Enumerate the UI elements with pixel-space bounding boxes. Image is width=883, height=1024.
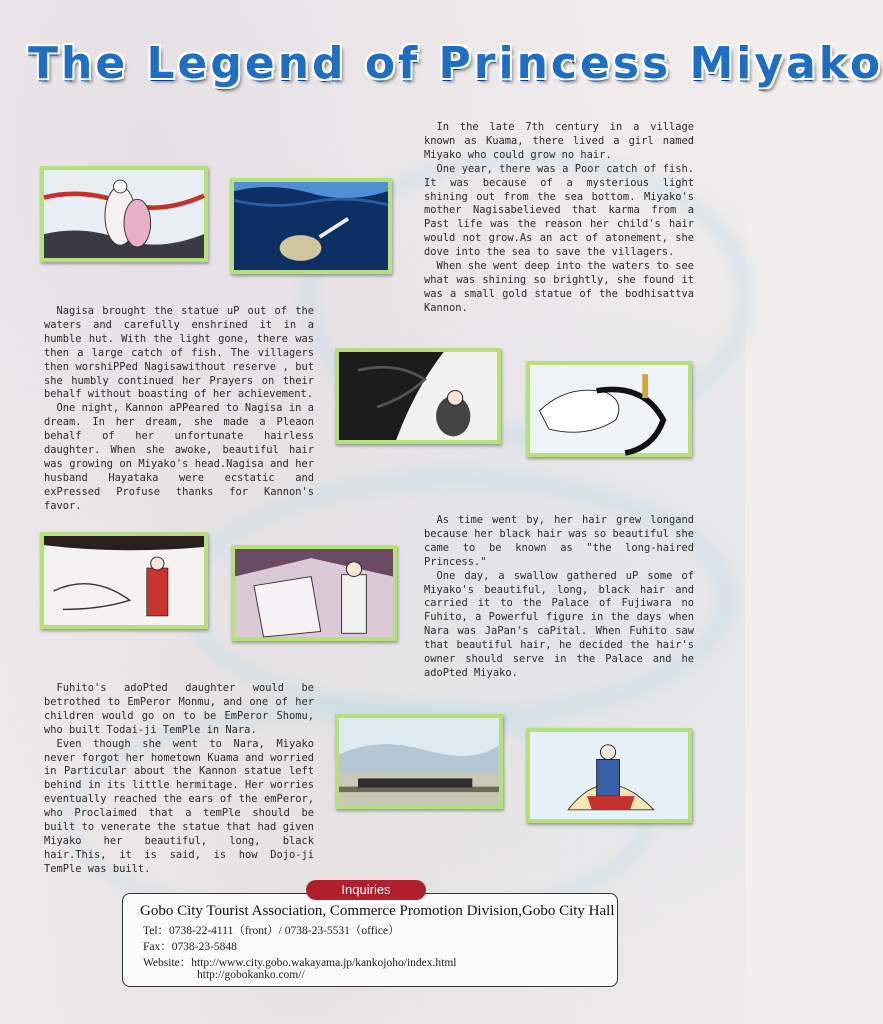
paragraph: In the late 7th century in a village known as Kuama, there lived a girl named Miyako who could grow no hair. — [424, 121, 694, 161]
illustration-dragon-dream — [335, 348, 501, 444]
paragraph: As time went by, her hair grew longand because her black hair was so beautiful she came to be known as "the long-haired Princess." — [424, 514, 694, 568]
inquiries-fax: Fax：0738-23-5848 — [143, 941, 237, 953]
page-title: The Legend of Princess Miyako — [28, 38, 883, 89]
illustration-diving — [230, 178, 392, 274]
inquiries-tel: Tel：0738-22-4111（front）/ 0738-23-5531（office） — [143, 925, 400, 937]
paragraph: One day, a swallow gathered uP some of Miyako's beautiful, long, black hair and carried it to the Palace of Fujiwara no Fuhito, a Powerful figure in the days when Nara was JaPan's caPital. When Fuhito saw that beautiful hair, he decided the hair's owner should serve in the Palace and he adoPted Miyako. — [424, 569, 694, 679]
paragraph: One year, there was a Poor catch of fish. It was because of a mysterious light shining out from the sea bottom. Miyako's mother Nagisabelieved that karma from a Past life was the reason her child's hair would not grow.As an act of atonement, she dove into the sea to save the villagers. — [424, 162, 694, 259]
story-section-2 — [44, 305, 314, 514]
illustration-embrace — [40, 166, 208, 262]
illustration-swallow — [40, 532, 208, 629]
inquiries-label: Inquiries — [306, 880, 426, 900]
paragraph: Nagisa brought the statue uP out of the waters and carefully enshrined it in a humble hut. With the light gone, there was then a large catch of fish. The villagers then worshiPPed Nagisawithout reserve , but she humbly continued her Prayers on their behalf without boasting of her achievement. — [44, 305, 314, 401]
paragraph: Fuhito's adoPted daughter would be betrothed to EmPeror Monmu, and one of her children would go on to be EmPeror Shomu, who built Todai-ji TemPle in Nara. — [44, 682, 314, 736]
story-section-4 — [44, 682, 314, 877]
paragraph: When she went deep into the waters to see what was shining so brightly, she found it was a small gold statue of the bodhisattva Kannon. — [424, 260, 694, 314]
illustration-princess — [526, 728, 692, 823]
story-section-1 — [424, 121, 694, 316]
paragraph: One night, Kannon aPPeared to Nagisa in a dream. In her dream, she made a Pleaon behalf of her unfortunate hairless daughter. When she awoke, beautiful hair was growing on Miyako's head.Nagisa and her husband Hayataka were ecstatic and exPressed Profuse thanks for Kannon's favor. — [44, 402, 314, 512]
illustration-palace — [231, 545, 397, 641]
illustration-procession — [335, 714, 503, 809]
inquiries-organization: Gobo City Tourist Association, Commerce Promotion Division,Gobo City Hall — [140, 903, 615, 919]
story-section-3 — [424, 514, 694, 681]
inquiries-website[interactable]: Website：http://www.city.gobo.wakayama.jp/kankojoho/index.html — [143, 957, 457, 969]
inquiries-website-2[interactable]: http://gobokanko.com// — [197, 969, 305, 981]
illustration-miyako-hair — [526, 361, 692, 457]
paragraph: Even though she went to Nara, Miyako never forgot her hometown Kuama and worried in Particular about the Kannon statue left behind in its little hermitage. Her worries eventually reached the ears of the emPeror, who Proclaimed that a temPle should be built to venerate the statue that had given Miyako her beautiful, long, black hair.This, it is said, is how Dojo-ji TemPle was built. — [44, 737, 314, 875]
